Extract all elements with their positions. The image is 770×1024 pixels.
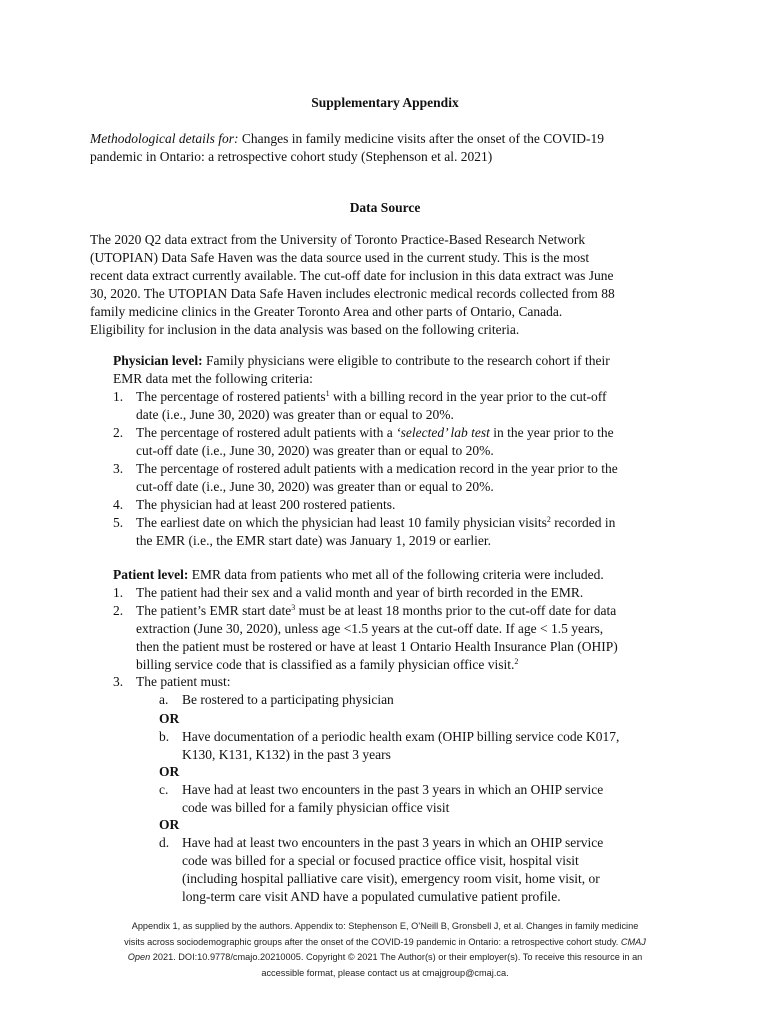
item-text: The patient must:	[136, 674, 231, 689]
item-text: The patient’s EMR start date	[136, 603, 292, 618]
physician-item-number: 3.	[113, 461, 124, 476]
item-text: The percentage of rostered patients	[136, 389, 326, 404]
footnote-marker: 2	[514, 657, 519, 666]
patient-item-number: 1.	[113, 585, 124, 600]
item-text: in the year prior to the	[489, 425, 614, 440]
sub-item-letter: b.	[159, 729, 170, 744]
sub-item	[182, 691, 692, 709]
method-line-2: pandemic in Ontario: a retrospective cohort study (Stephenson et al. 2021)	[90, 149, 493, 164]
item-text: date (i.e., June 30, 2020) was greater than or equal to 20%.	[136, 407, 454, 422]
physician-item	[136, 388, 696, 424]
item-text: The physician had at least 200 rostered patients.	[136, 497, 396, 512]
item-text: billing service code that is classified as a family physician office visit.	[136, 657, 515, 672]
item-text: cut-off date (i.e., June 30, 2020) was greater than or equal to 20%.	[136, 479, 494, 494]
item-text: long-term care visit AND have a populated cumulative patient profile.	[182, 889, 561, 904]
sub-item-letter: d.	[159, 835, 170, 850]
journal-name: Open	[127, 952, 151, 962]
item-text: The percentage of rostered adult patients with a	[136, 425, 397, 440]
physician-item	[136, 460, 696, 496]
footnote-marker: 3	[291, 603, 296, 612]
sub-item-letter: a.	[159, 692, 169, 707]
patient-label: Patient level:	[113, 567, 189, 582]
method-line-1: Changes in family medicine visits after the onset of the COVID-19	[238, 131, 605, 146]
patient-item-number: 2.	[113, 603, 124, 618]
or-label: OR	[159, 817, 180, 832]
physician-item-number: 1.	[113, 389, 124, 404]
patient-item-number: 3.	[113, 674, 124, 689]
intro-line: Eligibility for inclusion in the data analysis was based on the following criteria.	[90, 322, 520, 337]
method-details	[90, 130, 690, 166]
item-text: Have had at least two encounters in the past 3 years in which an OHIP service	[182, 835, 604, 850]
physician-item	[136, 424, 696, 460]
item-text: the EMR (i.e., the EMR start date) was January 1, 2019 or earlier.	[136, 533, 492, 548]
patient-level-lead	[113, 566, 693, 584]
patient-item	[136, 673, 696, 691]
item-text: code was billed for a special or focused practice office visit, hospital visit	[182, 853, 579, 868]
item-text: cut-off date (i.e., June 30, 2020) was greater than or equal to 20%.	[136, 443, 494, 458]
intro-line: (UTOPIAN) Data Safe Haven was the data source used in the current study. This is the most	[90, 250, 590, 265]
method-label: Methodological details for:	[90, 131, 239, 146]
footer-line: 2021. DOI:10.9778/cmajo.20210005. Copyright © 2021 The Author(s) or their employer(s). To receive this resource in an	[150, 952, 643, 962]
intro-line: family medicine clinics in the Greater Toronto Area and other parts of Ontario, Canada.	[90, 304, 563, 319]
item-text: code was billed for a family physician office visit	[182, 800, 450, 815]
footnote-marker: 1	[325, 389, 330, 398]
intro-paragraph	[90, 231, 690, 339]
sub-item	[182, 781, 692, 817]
or-label: OR	[159, 711, 180, 726]
item-text: Be rostered to a participating physician	[182, 692, 394, 707]
item-text: with a billing record in the year prior to the cut-off	[329, 389, 607, 404]
physician-item-number: 4.	[113, 497, 124, 512]
sub-item	[182, 834, 692, 906]
footnote-marker: 2	[546, 515, 551, 524]
item-text: The earliest date on which the physician had least 10 family physician visits	[136, 515, 547, 530]
item-text: K130, K131, K132) in the past 3 years	[182, 747, 391, 762]
physician-label: Physician level:	[113, 353, 203, 368]
physician-lead-2: EMR data met the following criteria:	[113, 371, 313, 386]
physician-lead-1: Family physicians were eligible to contribute to the research cohort if their	[202, 353, 610, 368]
physician-item-number: 2.	[113, 425, 124, 440]
physician-item-number: 5.	[113, 515, 124, 530]
footer-line: Appendix 1, as supplied by the authors. Appendix to: Stephenson E, O’Neill B, Gronsbell J, et al. Changes in family medicine	[131, 921, 639, 931]
sub-item	[182, 728, 692, 764]
page-footer	[80, 919, 690, 981]
item-text: Have documentation of a periodic health exam (OHIP billing service code K017,	[182, 729, 620, 744]
physician-level-lead	[113, 352, 693, 388]
or-label: OR	[159, 764, 180, 779]
footer-contact: accessible format, please contact us at cmajgroup@cmaj.ca.	[261, 967, 509, 978]
item-text: extraction (June 30, 2020), unless age <1.5 years at the cut-off date. If age < 1.5 years,	[136, 621, 604, 636]
intro-line: recent data extract currently available. The cut-off date for inclusion in this data extract was June	[90, 268, 614, 283]
intro-line: 30, 2020. The UTOPIAN Data Safe Haven includes electronic medical records collected from 88	[90, 286, 615, 301]
item-italic-text: ‘selected’ lab test	[396, 425, 490, 440]
physician-item	[136, 496, 696, 514]
item-text: then the patient must be rostered or have at least 1 Ontario Health Insurance Plan (OHIP)	[136, 639, 618, 654]
item-text: (including hospital palliative care visit), emergency room visit, home visit, or	[182, 871, 600, 886]
patient-item	[136, 602, 696, 674]
item-text: The patient had their sex and a valid month and year of birth recorded in the EMR.	[136, 585, 584, 600]
page-title: Supplementary Appendix	[311, 95, 459, 110]
item-text: Have had at least two encounters in the past 3 years in which an OHIP service	[182, 782, 604, 797]
journal-name: CMAJ	[620, 936, 646, 947]
patient-item	[136, 584, 696, 602]
item-text: recorded in	[550, 515, 616, 530]
patient-lead: EMR data from patients who met all of the following criteria were included.	[188, 567, 604, 582]
item-text: must be at least 18 months prior to the cut-off date for data	[295, 603, 617, 618]
section-heading: Data Source	[349, 200, 421, 215]
sub-item-letter: c.	[159, 782, 169, 797]
intro-line: The 2020 Q2 data extract from the University of Toronto Practice-Based Research Network	[90, 232, 586, 247]
physician-item	[136, 514, 696, 550]
item-text: The percentage of rostered adult patients with a medication record in the year prior to the	[136, 461, 618, 476]
footer-line: visits across sociodemographic groups after the onset of the COVID-19 pandemic in Ontario: a retrospective cohort study.	[124, 936, 621, 947]
